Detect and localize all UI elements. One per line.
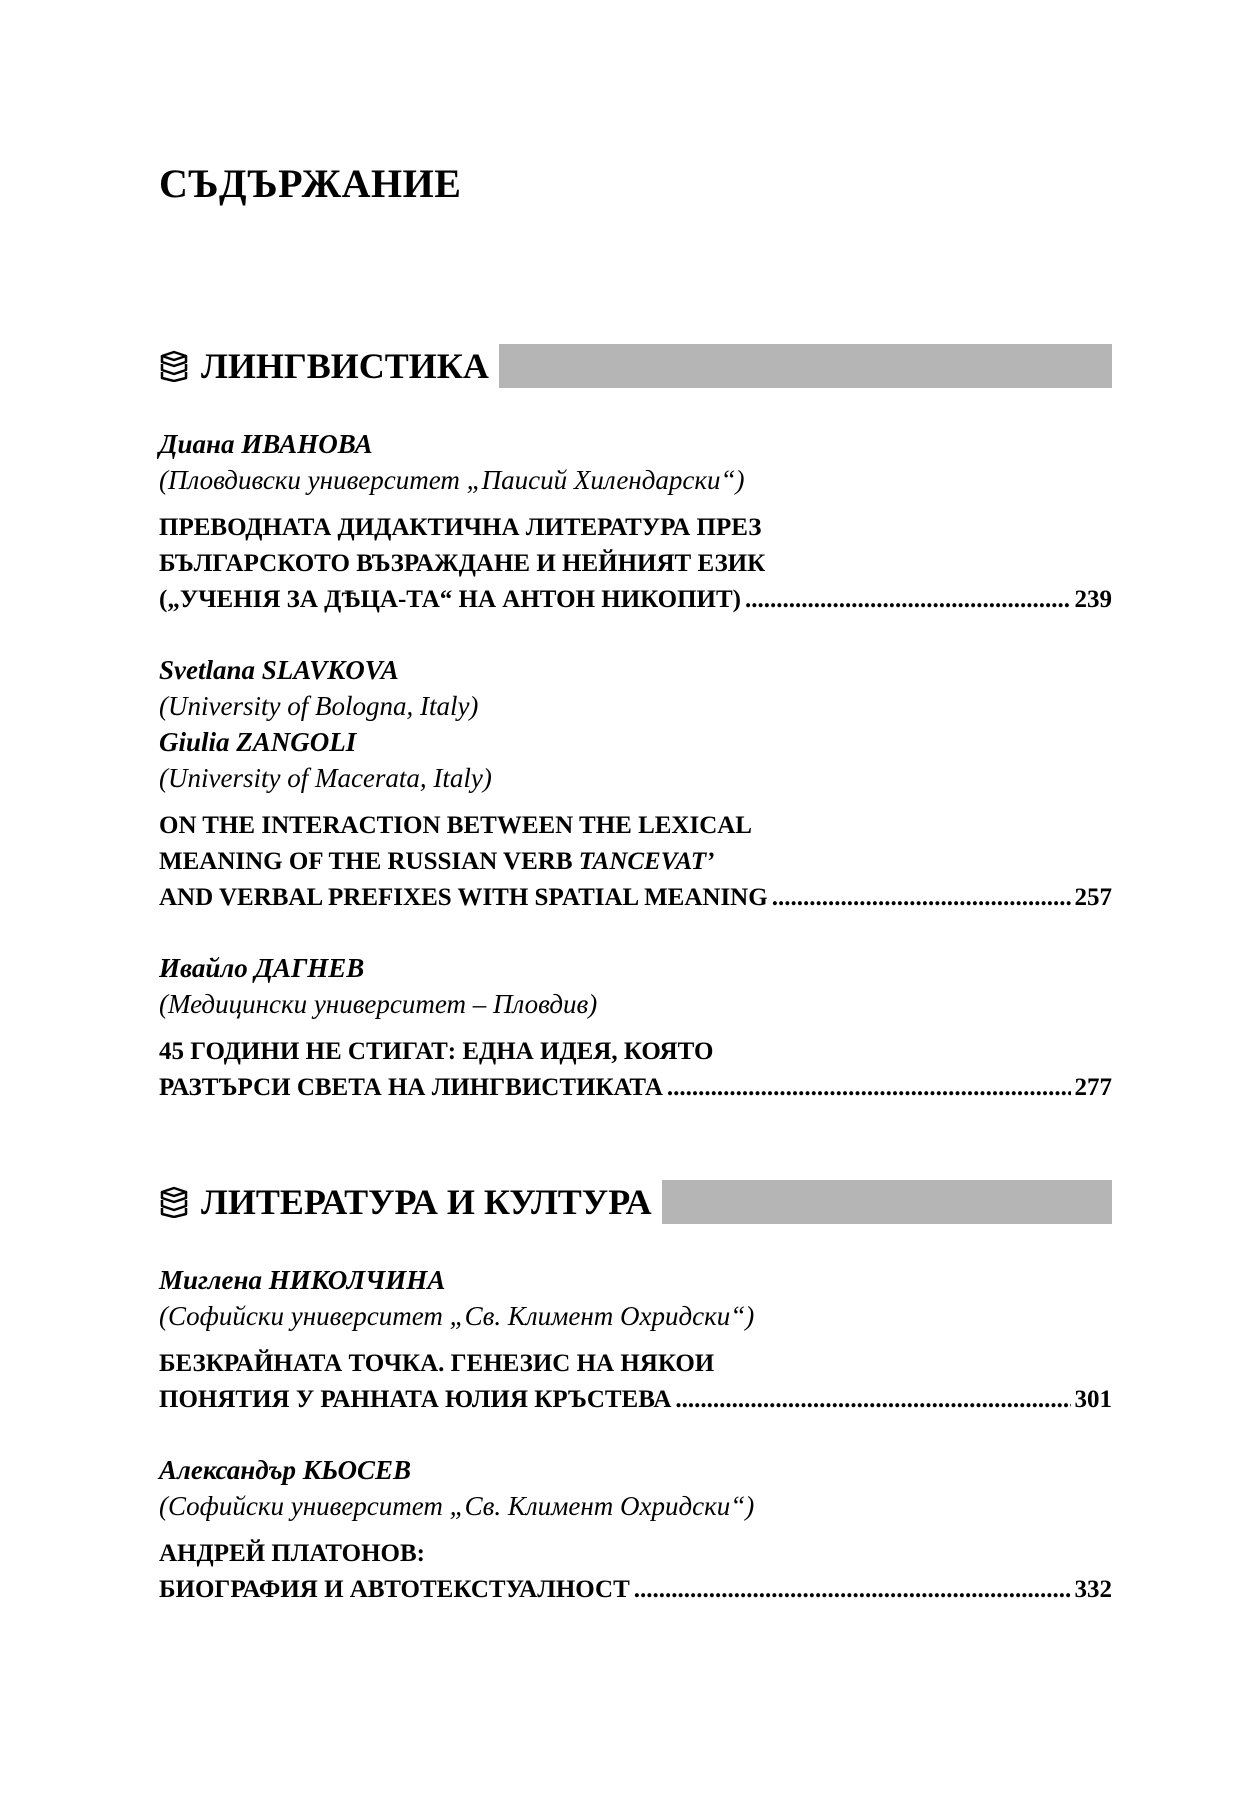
books-icon bbox=[159, 350, 189, 382]
author-name: Ивайло ДАГНЕВ bbox=[159, 953, 365, 983]
entry-title-line: ПРЕВОДНАТА ДИДАКТИЧНА ЛИТЕРАТУРА ПРЕЗ bbox=[159, 514, 762, 541]
dot-leader bbox=[675, 1382, 1070, 1418]
section-title: ЛИНГВИСТИКА bbox=[201, 346, 489, 386]
toc-entry bbox=[159, 1452, 1112, 1608]
dot-leader bbox=[745, 582, 1071, 618]
section-header bbox=[159, 342, 1112, 390]
author-name: Александър КЬОСЕВ bbox=[159, 1455, 412, 1485]
author-affiliation: (Софийски университет „Св. Климент Охридски“) bbox=[159, 1301, 755, 1331]
toc-entry bbox=[159, 1262, 1112, 1418]
author-name: Giulia ZANGOLI bbox=[159, 727, 357, 757]
entry-title[interactable] bbox=[159, 808, 1112, 916]
author-name: Диана ИВАНОВА bbox=[159, 429, 373, 459]
page-number: 277 bbox=[1074, 1074, 1112, 1101]
page-number: 301 bbox=[1074, 1386, 1112, 1413]
section-literature-culture bbox=[159, 1178, 1112, 1608]
entry-title-line: РАЗТЪРСИ СВЕТА НА ЛИНГВИСТИКАТА bbox=[159, 1074, 663, 1101]
entry-title-line: БЪЛГАРСКОТО ВЪЗРАЖДАНЕ И НЕЙНИЯТ ЕЗИК bbox=[159, 550, 766, 577]
author-affiliation: (University of Bologna, Italy) bbox=[159, 691, 479, 721]
entry-title[interactable] bbox=[159, 510, 1112, 618]
author-affiliation: (Медицински университет – Пловдив) bbox=[159, 989, 598, 1019]
section-bar bbox=[662, 1180, 1112, 1224]
entry-title-line: АНДРЕЙ ПЛАТОНОВ: bbox=[159, 1540, 425, 1567]
entry-title-line: ПОНЯТИЯ У РАННАТА ЮЛИЯ КРЪСТЕВА bbox=[159, 1386, 672, 1413]
entry-title-line: ON THE INTERACTION BETWEEN THE LEXICAL bbox=[159, 812, 752, 839]
entry-title-line: БЕЗКРАЙНАТА ТОЧКА. ГЕНЕЗИС НА НЯКОИ bbox=[159, 1350, 715, 1377]
page-number: 257 bbox=[1074, 884, 1112, 911]
author-affiliation: (Пловдивски университет „Паисий Хилендарски“) bbox=[159, 465, 745, 495]
entry-title-line bbox=[159, 844, 1112, 880]
author-affiliation: (Софийски университет „Св. Климент Охридски“) bbox=[159, 1491, 755, 1521]
entry-title[interactable] bbox=[159, 1536, 1112, 1608]
entry-title-text: MEANING OF THE RUSSIAN VERB bbox=[159, 848, 579, 875]
page-title: СЪДЪРЖАНИЕ bbox=[159, 161, 462, 206]
entry-title-line: 45 ГОДИНИ НЕ СТИГАТ: ЕДНА ИДЕЯ, КОЯТО bbox=[159, 1038, 714, 1065]
page-number: 332 bbox=[1074, 1576, 1112, 1603]
entry-title-line: AND VERBAL PREFIXES WITH SPATIAL MEANING bbox=[159, 884, 768, 911]
entry-title-italic: TANCEVAT’ bbox=[578, 848, 715, 875]
entry-title[interactable] bbox=[159, 1346, 1112, 1418]
author-name: Svetlana SLAVKOVA bbox=[159, 655, 399, 685]
toc-entry bbox=[159, 652, 1112, 916]
section-title: ЛИТЕРАТУРА И КУЛТУРА bbox=[201, 1182, 652, 1222]
section-linguistics bbox=[159, 342, 1112, 1106]
dot-leader bbox=[634, 1572, 1071, 1608]
entry-title[interactable] bbox=[159, 1034, 1112, 1106]
toc-entry bbox=[159, 950, 1112, 1106]
entry-title-line: БИОГРАФИЯ И АВТОТЕКСТУАЛНОСТ bbox=[159, 1576, 630, 1603]
author-name: Миглена НИКОЛЧИНА bbox=[159, 1265, 446, 1295]
toc-entry bbox=[159, 426, 1112, 618]
author-affiliation: (University of Macerata, Italy) bbox=[159, 763, 492, 793]
books-icon bbox=[159, 1186, 189, 1218]
entry-title-line: („УЧЕНІЯ ЗА ДѢЦА-ТА“ НА АНТОН НИКОПИТ) bbox=[159, 586, 741, 613]
dot-leader bbox=[667, 1070, 1071, 1106]
dot-leader bbox=[772, 880, 1071, 916]
section-header bbox=[159, 1178, 1112, 1226]
page-number: 239 bbox=[1074, 586, 1112, 613]
section-bar bbox=[499, 344, 1112, 388]
